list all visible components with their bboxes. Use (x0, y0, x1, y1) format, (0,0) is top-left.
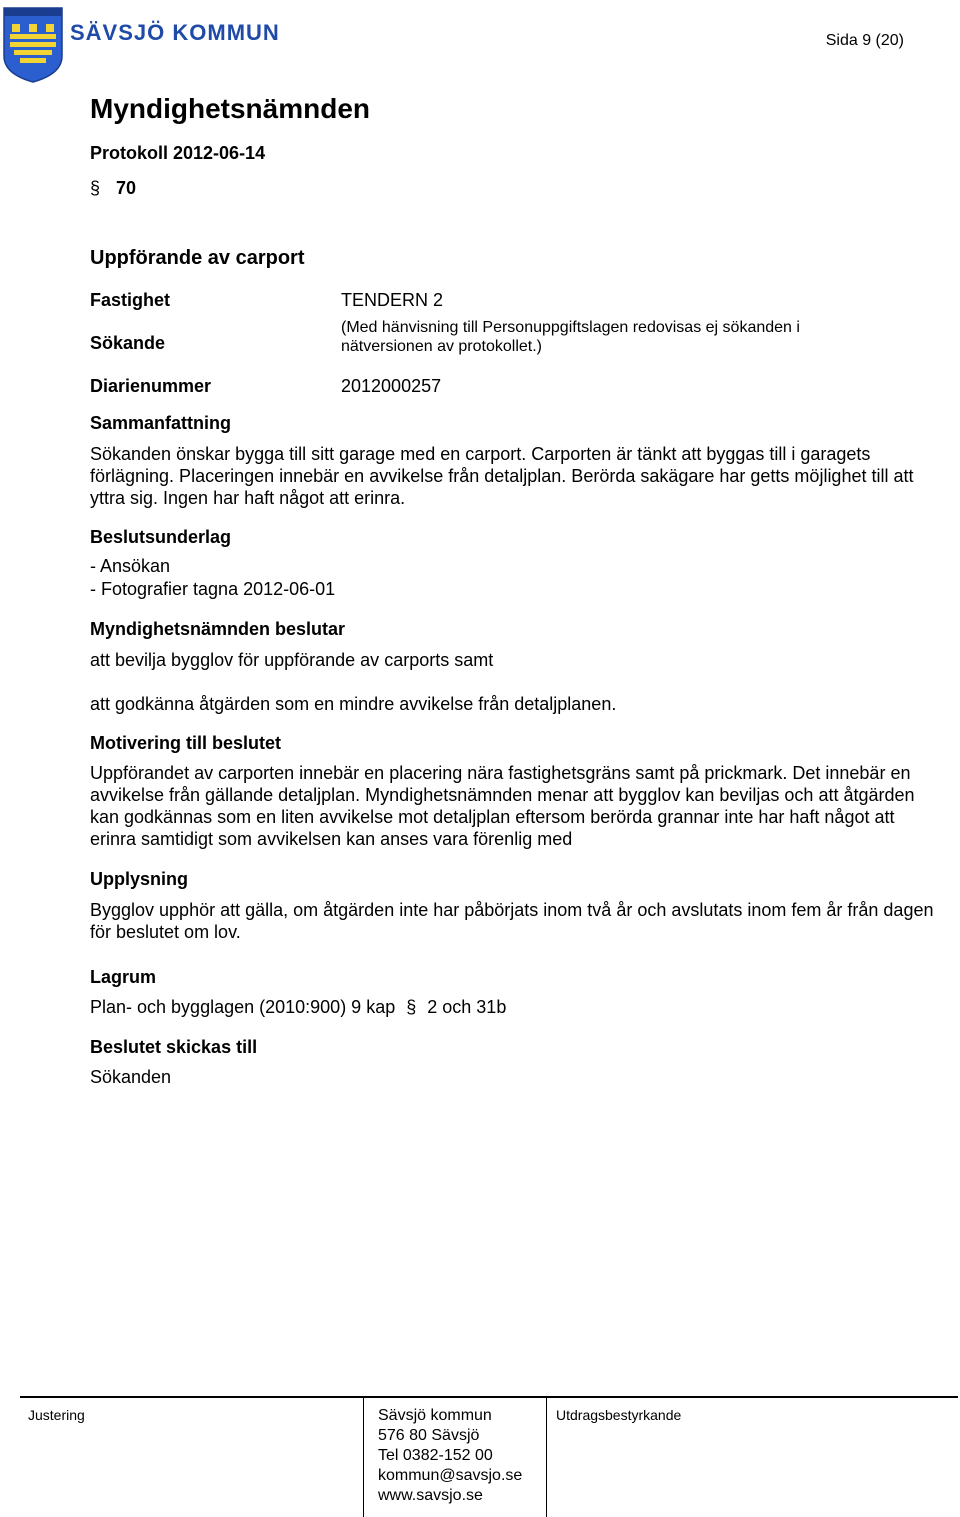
sammanfattning-text: Sökanden önskar bygga till sitt garage med en carport. Carporten är tänkt att byggas till i garagets förlägning. Placeringen innebär en avvikelse från detaljplan. Berörda sakägare har getts möjlighet till att yttra sig. Ingen har haft något att erinra. (90, 444, 914, 508)
diarienummer-label: Diarienummer (90, 376, 212, 396)
fastighet-label: Fastighet (90, 290, 171, 310)
footer-utdragsbestyrkande: Utdragsbestyrkande (556, 1407, 682, 1423)
municipality-crest-logo (2, 6, 64, 84)
fastighet-value: TENDERN 2 (341, 290, 444, 310)
footer-website[interactable]: www.savsjo.se (378, 1487, 483, 1504)
skickas-heading: Beslutet skickas till (90, 1037, 258, 1057)
beslut-heading: Myndighetsnämnden beslutar (90, 619, 346, 639)
footer-column-divider (363, 1396, 364, 1517)
sokande-note-line2: nätversionen av protokollet.) (341, 338, 542, 355)
beslutsunderlag-heading: Beslutsunderlag (90, 527, 232, 547)
page-number: Sida 9 (20) (825, 32, 904, 49)
sokande-note-line1: (Med hänvisning till Personuppgiftslagen redovisas ej sökanden i (341, 319, 800, 336)
footer-column-divider (546, 1396, 547, 1517)
diarienummer-value: 2012000257 (341, 376, 442, 396)
footer-address: 576 80 Sävsjö (378, 1427, 480, 1444)
lagrum-heading: Lagrum (90, 967, 157, 987)
footer-divider (20, 1396, 958, 1398)
beslutsunderlag-item: - Fotografier tagna 2012-06-01 (90, 579, 336, 599)
footer-justering: Justering (28, 1407, 85, 1423)
protocol-date: Protokoll 2012-06-14 (90, 143, 266, 163)
upplysning-heading: Upplysning (90, 869, 188, 889)
lagrum-prefix: Plan- och bygglagen (2010:900) 9 kap (90, 997, 396, 1017)
beslutsunderlag-item: - Ansökan (90, 556, 171, 576)
footer-org: Sävsjö kommun (378, 1407, 492, 1424)
document-title: Myndighetsnämnden (90, 93, 371, 124)
section-number: 70 (116, 178, 137, 198)
lagrum-text (90, 997, 506, 1018)
sammanfattning-heading: Sammanfattning (90, 413, 232, 433)
municipality-name: SÄVSJÖ KOMMUN (70, 20, 280, 45)
footer-email[interactable]: kommun@savsjo.se (378, 1467, 523, 1484)
paragraph-number (90, 178, 136, 199)
beslut-line-1: att bevilja bygglov för uppförande av carports samt (90, 650, 494, 670)
sokande-note (341, 318, 800, 356)
motivering-heading: Motivering till beslutet (90, 733, 282, 753)
skickas-recipient: Sökanden (90, 1067, 172, 1087)
footer-contact (378, 1406, 522, 1506)
motivering-text: Uppförandet av carporten innebär en placering nära fastighetsgräns samt på prickmark. Det innebär en avvikelse från gällande detaljplan. Myndighetsnämnden menar att bygglov kan beviljas och att åtgärden kan godkännas som en liten avvikelse mot detaljplan eftersom berörda grannar inte har haft något att erinra samtidigt som avvikelsen kan anses vara förenlig med (90, 763, 915, 849)
lagrum-suffix: 2 och 31b (427, 997, 507, 1017)
case-title: Uppförande av carport (90, 247, 305, 269)
footer-phone: Tel 0382-152 00 (378, 1447, 493, 1464)
section-symbol: § (90, 178, 101, 198)
upplysning-text: Bygglov upphör att gälla, om åtgärden inte har påbörjats inom två år och avslutats inom fem år från dagen för beslutet om lov. (90, 900, 934, 942)
beslut-line-2: att godkänna åtgärden som en mindre avvikelse från detaljplanen. (90, 694, 617, 714)
lagrum-section-symbol: § (406, 997, 417, 1017)
sokande-label: Sökande (90, 333, 166, 353)
